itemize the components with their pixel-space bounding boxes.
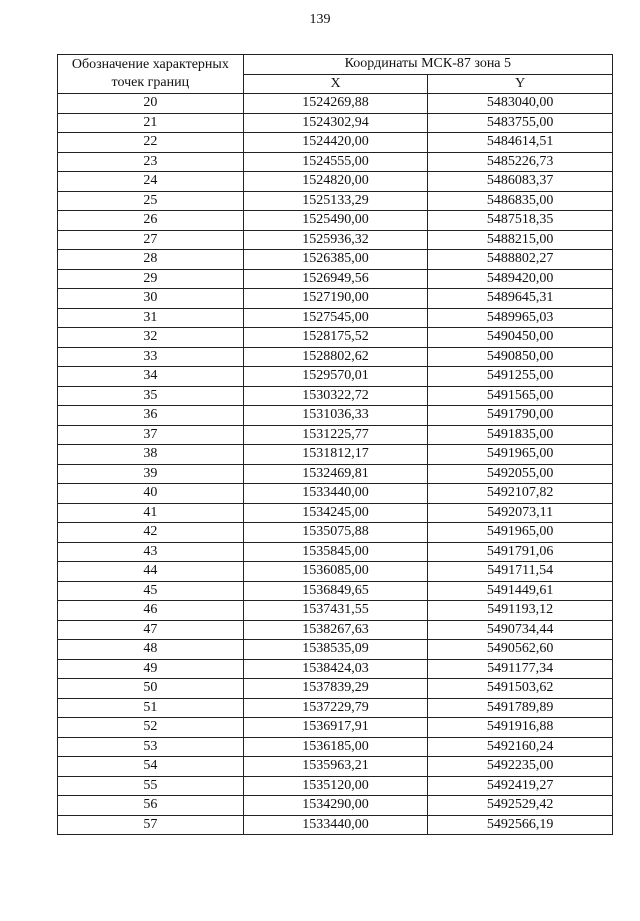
y-coordinate-cell: 5483755,00 bbox=[428, 113, 613, 133]
y-coordinate-cell: 5492073,11 bbox=[428, 503, 613, 523]
x-coordinate-cell: 1536085,00 bbox=[243, 562, 428, 582]
page-number: 139 bbox=[309, 12, 331, 27]
y-coordinate-cell: 5491449,61 bbox=[428, 581, 613, 601]
y-coordinate-cell: 5491965,00 bbox=[428, 523, 613, 543]
point-number-cell: 31 bbox=[58, 308, 244, 328]
table-body bbox=[58, 94, 613, 835]
x-column-header: X bbox=[243, 74, 428, 94]
point-number-cell: 41 bbox=[58, 503, 244, 523]
x-coordinate-cell: 1535963,21 bbox=[243, 757, 428, 777]
y-coordinate-cell: 5491193,12 bbox=[428, 601, 613, 621]
y-coordinate-cell: 5491965,00 bbox=[428, 445, 613, 465]
coordinates-table bbox=[57, 54, 613, 835]
point-number-cell: 57 bbox=[58, 815, 244, 835]
y-coordinate-cell: 5484614,51 bbox=[428, 133, 613, 153]
x-coordinate-cell: 1525490,00 bbox=[243, 211, 428, 231]
table-row bbox=[58, 445, 613, 465]
y-coordinate-cell: 5492055,00 bbox=[428, 464, 613, 484]
point-number-cell: 27 bbox=[58, 230, 244, 250]
point-number-cell: 53 bbox=[58, 737, 244, 757]
table-row bbox=[58, 757, 613, 777]
x-coordinate-cell: 1536185,00 bbox=[243, 737, 428, 757]
y-coordinate-cell: 5491255,00 bbox=[428, 367, 613, 387]
y-coordinate-cell: 5491835,00 bbox=[428, 425, 613, 445]
point-designation-header bbox=[58, 55, 244, 94]
x-coordinate-cell: 1524302,94 bbox=[243, 113, 428, 133]
point-number-cell: 33 bbox=[58, 347, 244, 367]
x-coordinate-cell: 1531036,33 bbox=[243, 406, 428, 426]
x-coordinate-cell: 1528802,62 bbox=[243, 347, 428, 367]
y-coordinate-cell: 5492529,42 bbox=[428, 796, 613, 816]
x-coordinate-cell: 1533440,00 bbox=[243, 815, 428, 835]
table-row bbox=[58, 464, 613, 484]
table-row bbox=[58, 211, 613, 231]
table-row bbox=[58, 172, 613, 192]
point-number-cell: 56 bbox=[58, 796, 244, 816]
y-coordinate-cell: 5483040,00 bbox=[428, 94, 613, 114]
x-coordinate-cell: 1538267,63 bbox=[243, 620, 428, 640]
point-number-cell: 44 bbox=[58, 562, 244, 582]
x-coordinate-cell: 1536849,65 bbox=[243, 581, 428, 601]
table-row bbox=[58, 659, 613, 679]
y-coordinate-cell: 5488802,27 bbox=[428, 250, 613, 270]
point-number-cell: 28 bbox=[58, 250, 244, 270]
point-number-cell: 48 bbox=[58, 640, 244, 660]
x-coordinate-cell: 1533440,00 bbox=[243, 484, 428, 504]
x-coordinate-cell: 1535845,00 bbox=[243, 542, 428, 562]
y-coordinate-cell: 5486835,00 bbox=[428, 191, 613, 211]
table-row bbox=[58, 601, 613, 621]
y-coordinate-cell: 5492566,19 bbox=[428, 815, 613, 835]
table-row bbox=[58, 94, 613, 114]
y-coordinate-cell: 5485226,73 bbox=[428, 152, 613, 172]
y-coordinate-cell: 5490734,44 bbox=[428, 620, 613, 640]
point-number-cell: 23 bbox=[58, 152, 244, 172]
table-row bbox=[58, 386, 613, 406]
y-coordinate-cell: 5486083,37 bbox=[428, 172, 613, 192]
y-coordinate-cell: 5492160,24 bbox=[428, 737, 613, 757]
point-number-cell: 50 bbox=[58, 679, 244, 699]
x-coordinate-cell: 1537839,29 bbox=[243, 679, 428, 699]
table-row bbox=[58, 503, 613, 523]
table-row bbox=[58, 562, 613, 582]
point-number-cell: 30 bbox=[58, 289, 244, 309]
point-number-cell: 24 bbox=[58, 172, 244, 192]
table-row bbox=[58, 367, 613, 387]
table-row bbox=[58, 269, 613, 289]
y-coordinate-cell: 5487518,35 bbox=[428, 211, 613, 231]
x-coordinate-cell: 1524555,00 bbox=[243, 152, 428, 172]
x-coordinate-cell: 1537431,55 bbox=[243, 601, 428, 621]
point-number-cell: 32 bbox=[58, 328, 244, 348]
table-row bbox=[58, 289, 613, 309]
y-coordinate-cell: 5490450,00 bbox=[428, 328, 613, 348]
table-row bbox=[58, 542, 613, 562]
table-row bbox=[58, 523, 613, 543]
y-coordinate-cell: 5491503,62 bbox=[428, 679, 613, 699]
y-coordinate-cell: 5489420,00 bbox=[428, 269, 613, 289]
y-coordinate-cell: 5490562,60 bbox=[428, 640, 613, 660]
y-coordinate-cell: 5491177,34 bbox=[428, 659, 613, 679]
x-coordinate-cell: 1527545,00 bbox=[243, 308, 428, 328]
table-row bbox=[58, 113, 613, 133]
y-coordinate-cell: 5489645,31 bbox=[428, 289, 613, 309]
point-number-cell: 20 bbox=[58, 94, 244, 114]
table-row bbox=[58, 640, 613, 660]
x-coordinate-cell: 1531812,17 bbox=[243, 445, 428, 465]
table-row bbox=[58, 796, 613, 816]
x-coordinate-cell: 1534245,00 bbox=[243, 503, 428, 523]
x-coordinate-cell: 1538535,09 bbox=[243, 640, 428, 660]
x-coordinate-cell: 1531225,77 bbox=[243, 425, 428, 445]
point-number-cell: 54 bbox=[58, 757, 244, 777]
table-row bbox=[58, 425, 613, 445]
point-number-cell: 34 bbox=[58, 367, 244, 387]
x-coordinate-cell: 1528175,52 bbox=[243, 328, 428, 348]
point-number-cell: 49 bbox=[58, 659, 244, 679]
x-coordinate-cell: 1524420,00 bbox=[243, 133, 428, 153]
point-number-cell: 37 bbox=[58, 425, 244, 445]
table-row bbox=[58, 406, 613, 426]
x-coordinate-cell: 1525133,29 bbox=[243, 191, 428, 211]
x-coordinate-cell: 1536917,91 bbox=[243, 718, 428, 738]
point-number-cell: 25 bbox=[58, 191, 244, 211]
point-number-cell: 47 bbox=[58, 620, 244, 640]
point-number-cell: 35 bbox=[58, 386, 244, 406]
x-coordinate-cell: 1535075,88 bbox=[243, 523, 428, 543]
x-coordinate-cell: 1525936,32 bbox=[243, 230, 428, 250]
y-coordinate-cell: 5491791,06 bbox=[428, 542, 613, 562]
x-coordinate-cell: 1538424,03 bbox=[243, 659, 428, 679]
x-coordinate-cell: 1526385,00 bbox=[243, 250, 428, 270]
x-coordinate-cell: 1524820,00 bbox=[243, 172, 428, 192]
y-coordinate-cell: 5491789,89 bbox=[428, 698, 613, 718]
table-row bbox=[58, 737, 613, 757]
y-coordinate-cell: 5490850,00 bbox=[428, 347, 613, 367]
point-header-line2: точек границ bbox=[111, 75, 190, 90]
y-coordinate-cell: 5489965,03 bbox=[428, 308, 613, 328]
point-number-cell: 43 bbox=[58, 542, 244, 562]
table-row bbox=[58, 308, 613, 328]
y-coordinate-cell: 5492107,82 bbox=[428, 484, 613, 504]
x-coordinate-cell: 1534290,00 bbox=[243, 796, 428, 816]
table-row bbox=[58, 347, 613, 367]
x-coordinate-cell: 1537229,79 bbox=[243, 698, 428, 718]
point-number-cell: 40 bbox=[58, 484, 244, 504]
point-number-cell: 45 bbox=[58, 581, 244, 601]
table-row bbox=[58, 484, 613, 504]
table-header-row bbox=[58, 55, 613, 75]
point-number-cell: 21 bbox=[58, 113, 244, 133]
y-coordinate-cell: 5492235,00 bbox=[428, 757, 613, 777]
y-coordinate-cell: 5491711,54 bbox=[428, 562, 613, 582]
point-number-cell: 51 bbox=[58, 698, 244, 718]
point-number-cell: 39 bbox=[58, 464, 244, 484]
point-number-cell: 26 bbox=[58, 211, 244, 231]
point-number-cell: 46 bbox=[58, 601, 244, 621]
point-number-cell: 38 bbox=[58, 445, 244, 465]
y-coordinate-cell: 5491565,00 bbox=[428, 386, 613, 406]
y-coordinate-cell: 5491790,00 bbox=[428, 406, 613, 426]
x-coordinate-cell: 1530322,72 bbox=[243, 386, 428, 406]
x-coordinate-cell: 1529570,01 bbox=[243, 367, 428, 387]
table-row bbox=[58, 718, 613, 738]
point-number-cell: 55 bbox=[58, 776, 244, 796]
coordinates-system-header: Координаты МСК-87 зона 5 bbox=[243, 55, 612, 75]
y-coordinate-cell: 5492419,27 bbox=[428, 776, 613, 796]
table-row bbox=[58, 230, 613, 250]
table-row bbox=[58, 620, 613, 640]
y-coordinate-cell: 5488215,00 bbox=[428, 230, 613, 250]
point-number-cell: 52 bbox=[58, 718, 244, 738]
x-coordinate-cell: 1524269,88 bbox=[243, 94, 428, 114]
table-row bbox=[58, 679, 613, 699]
y-column-header: Y bbox=[428, 74, 613, 94]
table-row bbox=[58, 152, 613, 172]
point-number-cell: 22 bbox=[58, 133, 244, 153]
table-row bbox=[58, 328, 613, 348]
table-row bbox=[58, 133, 613, 153]
point-header-line1: Обозначение характерных bbox=[71, 57, 229, 72]
table-row bbox=[58, 250, 613, 270]
y-coordinate-cell: 5491916,88 bbox=[428, 718, 613, 738]
table-row bbox=[58, 815, 613, 835]
x-coordinate-cell: 1526949,56 bbox=[243, 269, 428, 289]
x-coordinate-cell: 1527190,00 bbox=[243, 289, 428, 309]
x-coordinate-cell: 1535120,00 bbox=[243, 776, 428, 796]
point-number-cell: 42 bbox=[58, 523, 244, 543]
table-row bbox=[58, 698, 613, 718]
x-coordinate-cell: 1532469,81 bbox=[243, 464, 428, 484]
table-row bbox=[58, 581, 613, 601]
point-number-cell: 29 bbox=[58, 269, 244, 289]
point-number-cell: 36 bbox=[58, 406, 244, 426]
table-row bbox=[58, 191, 613, 211]
table-row bbox=[58, 776, 613, 796]
